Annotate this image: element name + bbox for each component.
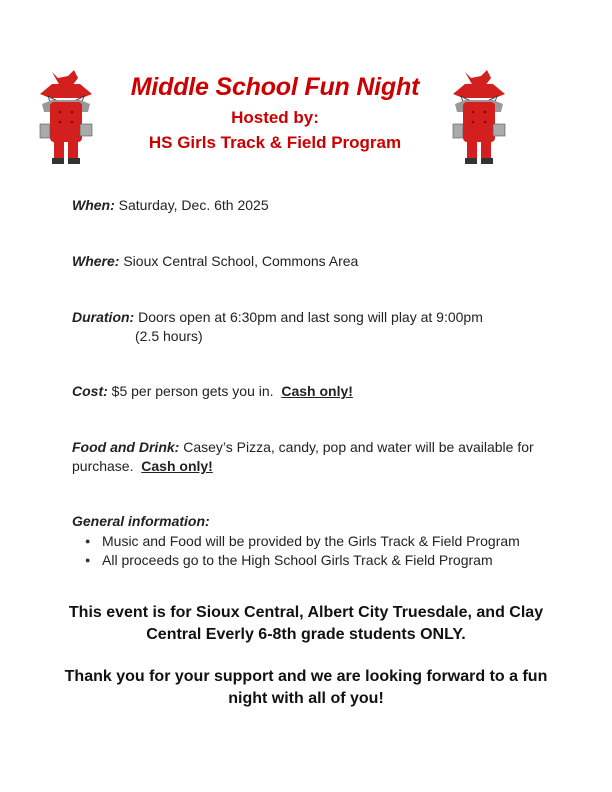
- duration-field: [72, 308, 483, 346]
- food-drink-label: Food and Drink:: [72, 439, 180, 455]
- mascot-icon: [38, 68, 94, 168]
- food-drink-value: Casey’s Pizza, candy, pop and water will be available for purchase.: [72, 439, 538, 474]
- host-program: HS Girls Track & Field Program: [148, 133, 402, 152]
- general-info-list: [72, 532, 542, 570]
- cost-value: $5 per person gets you in.: [107, 383, 282, 399]
- where-label: Where:: [72, 253, 120, 269]
- page-title: Middle School Fun Night: [130, 73, 420, 101]
- eligibility-notice: This event is for Sioux Central, Albert City Truesdale, and Clay Central Everly 6-8th grade students ONLY.: [68, 604, 544, 643]
- cash-only-emphasis: Cash only!: [141, 458, 213, 474]
- cost-field: [72, 382, 353, 401]
- general-info-section: [72, 512, 542, 570]
- cash-only-emphasis: Cash only!: [281, 383, 353, 399]
- list-item: ● Music and Food will be provided by the Girls Track & Field Program: [72, 532, 542, 551]
- where-field: [72, 252, 358, 271]
- duration-label: Duration:: [72, 309, 135, 325]
- when-label: When:: [72, 197, 115, 213]
- list-item: ● All proceeds go to the High School Girls Track & Field Program: [72, 551, 542, 570]
- mascot-icon: [451, 68, 507, 168]
- when-field: [72, 196, 269, 215]
- duration-value: Doors open at 6:30pm and last song will play at 9:00pm: [134, 309, 483, 325]
- food-drink-field: [72, 438, 542, 476]
- hosted-by-label: Hosted by:: [231, 108, 319, 127]
- flyer-header: [110, 70, 440, 156]
- where-value: Sioux Central School, Commons Area: [119, 253, 359, 269]
- general-info-label: General information:: [72, 513, 210, 529]
- cost-label: Cost:: [72, 383, 108, 399]
- duration-note: (2.5 hours): [135, 328, 203, 344]
- when-value: Saturday, Dec. 6th 2025: [114, 197, 269, 213]
- thank-you-message: Thank you for your support and we are looking forward to a fun night with all of you!: [64, 668, 548, 707]
